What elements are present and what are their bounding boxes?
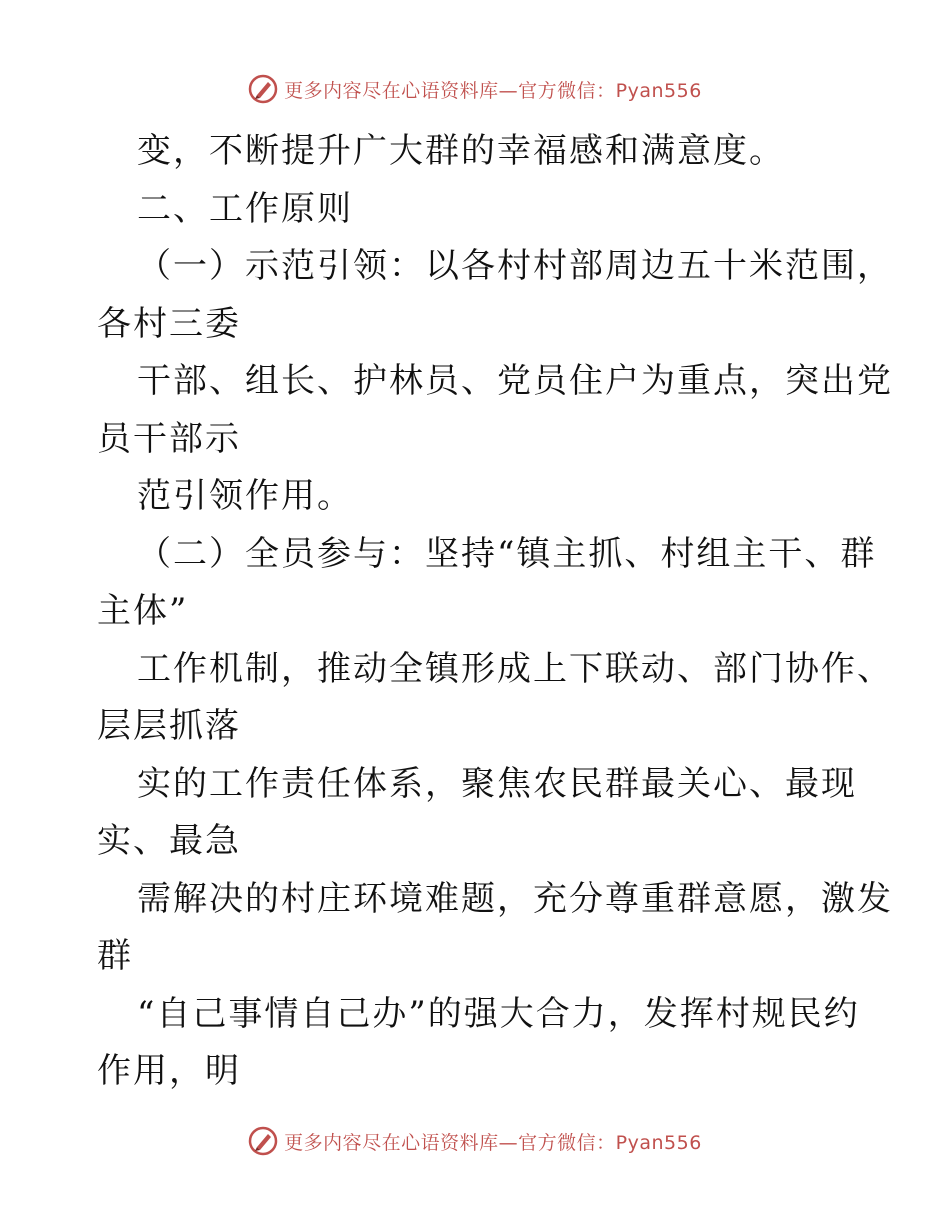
- text-line: “自己事情自己办”的强大合力，发挥村规民约: [137, 993, 860, 1034]
- text-line: 实、最急: [97, 821, 241, 861]
- text-line: 群: [97, 936, 133, 976]
- text-line: 各村三委: [97, 303, 241, 344]
- text-line: 需解决的村庄环境难题，充分尊重群意愿，激发: [137, 878, 893, 919]
- text-line: （一）示范引领：以各村村部周边五十米范围，: [137, 246, 893, 286]
- text-line: 层层抓落: [97, 706, 241, 746]
- text-line: 实的工作责任体系，聚焦农民群最关心、最现: [137, 763, 857, 804]
- header-watermark: [0, 74, 950, 104]
- text-line: （二）全员参与：坚持“镇主抓、村组主干、群: [137, 533, 877, 574]
- text-line: 作用，明: [97, 1051, 241, 1091]
- text-line: 员干部示: [97, 418, 241, 459]
- text-line: 二、工作原则: [137, 188, 353, 229]
- document-body: [97, 123, 893, 1101]
- text-line: 工作机制，推动全镇形成上下联动、部门协作、: [137, 648, 893, 689]
- text-line: 干部、组长、护林员、党员住户为重点，突出党: [137, 361, 893, 401]
- pen-logo-icon: [248, 74, 278, 104]
- watermark-text: 更多内容尽在心语资料库—官方微信：Pyan556: [284, 1131, 702, 1154]
- text-line: 范引领作用。: [137, 476, 353, 516]
- text-line: 主体”: [97, 591, 189, 631]
- pen-logo-icon: [248, 1126, 278, 1156]
- text-line: 变，不断提升广大群的幸福感和满意度。: [137, 131, 785, 171]
- footer-watermark: [0, 1126, 950, 1156]
- watermark-text: 更多内容尽在心语资料库—官方微信：Pyan556: [284, 79, 702, 102]
